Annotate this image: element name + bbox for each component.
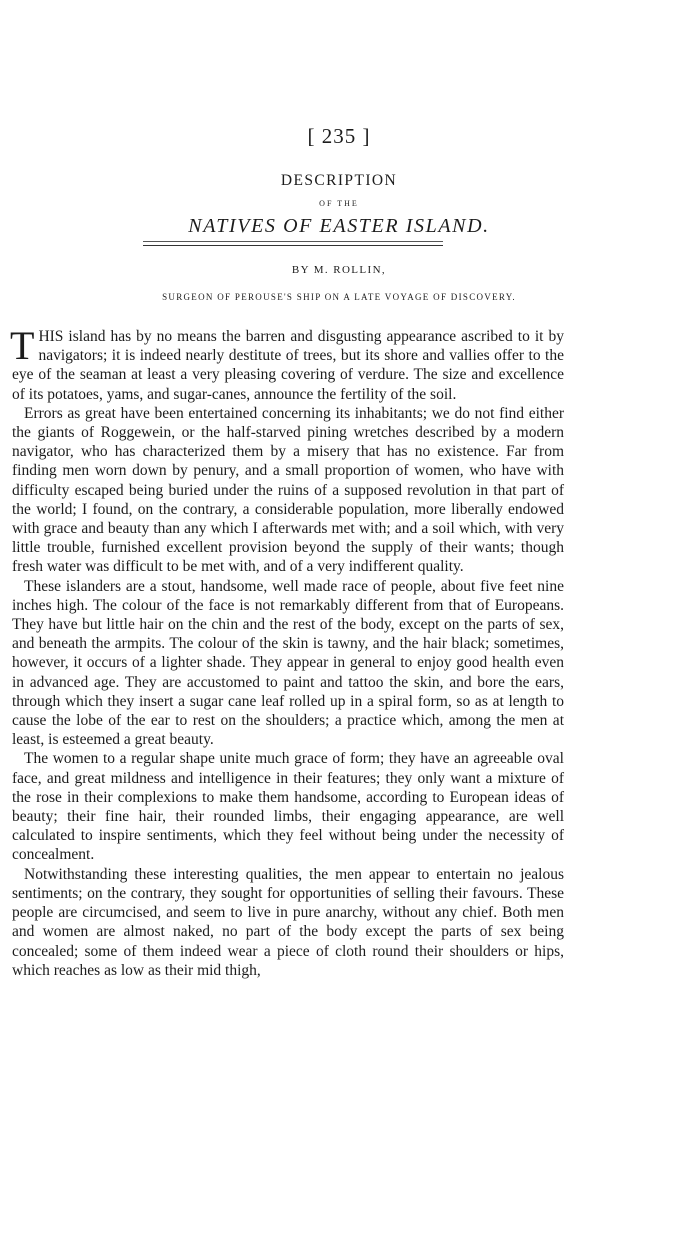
paragraph-5: Notwithstanding these interesting qualities, the men appear to entertain no jealous sentiments; on the contrary, they sought for opportunities of selling their favours. These people are circumcised, and seem to live in pure anarchy, without any chief. Both men and women are almost naked, no part of the body except the parts of sex being concealed; some of them indeed wear a piece of cloth round their shoulders or hips, which reaches as low as their mid thigh,: [12, 865, 564, 979]
article-subtitle: NATIVES OF EASTER ISLAND.: [188, 215, 490, 237]
title-connector: OF THE: [319, 199, 359, 208]
author-byline: BY M. ROLLIN,: [291, 264, 387, 276]
paragraph-4: The women to a regular shape unite much grace of form; they have an agreeable oval face, and great mildness and intelligence in their features; they only want a mixture of the rose in their complexions to make them handsome, according to European ideas of beauty; their fine hair, their rounded limbs, their engaging appearance, are well calculated to inspire sentiments, which they feel without being under the necessity of concealment.: [12, 750, 564, 864]
paragraph-2: Errors as great have been entertained concerning its inhabitants; we do not find either the giants of Roggewein, or the half-starved pining wretches described by a modern navigator, who has characterized them by a misery that has no existence. Far from finding men worn down by penury, and a small proportion of women, who have with difficulty escaped being buried under the ruins of a supposed revolution in that part of the world; I found, on the contrary, a considerable population, more liberally endowed with grace and beauty than any which I afterwards met with; and a soil which, with very little trouble, furnished excellent provision beyond the supply of their wants; though fresh water was difficult to be met with, and of a very indifferent quality.: [12, 404, 564, 576]
paragraph-1: [10, 323, 564, 404]
author-affiliation: SURGEON OF PEROUSE'S SHIP ON A LATE VOYAGE OF DISCOVERY.: [162, 292, 516, 302]
article-title: DESCRIPTION: [280, 172, 398, 189]
paragraph-3: These islanders are a stout, handsome, well made race of people, about five feet nine inches high. The colour of the face is not remarkably different from that of Europeans. They have but little hair on the chin and the rest of the body, except on the parts of sex, and beneath the armpits. The colour of the skin is tawny, and the hair black; sometimes, however, it occurs of a lighter shade. They appear in general to enjoy good health even in advanced age. They are accustomed to paint and tattoo the skin, and bore the ears, through which they insert a sugar cane leaf rolled up in a spiral form, so as at length to cause the lobe of the ear to rest on the shoulders; a practice which, among the men at least, is esteemed a great beauty.: [12, 577, 564, 749]
drop-cap: T: [10, 323, 35, 368]
title-rule: [143, 241, 443, 246]
page-number: [ 235 ]: [307, 124, 371, 148]
paragraph-1-text: HIS island has by no means the barren and disgusting appearance ascribed to it by navigators; it is indeed nearly destitute of trees, but its shore and vallies offer to the eye of the seaman at least a very pleasing covering of verdure. The size and excellence of its potatoes, yams, and sugar-canes, announce the fertility of the soil.: [12, 328, 564, 403]
body-text: [10, 323, 564, 980]
